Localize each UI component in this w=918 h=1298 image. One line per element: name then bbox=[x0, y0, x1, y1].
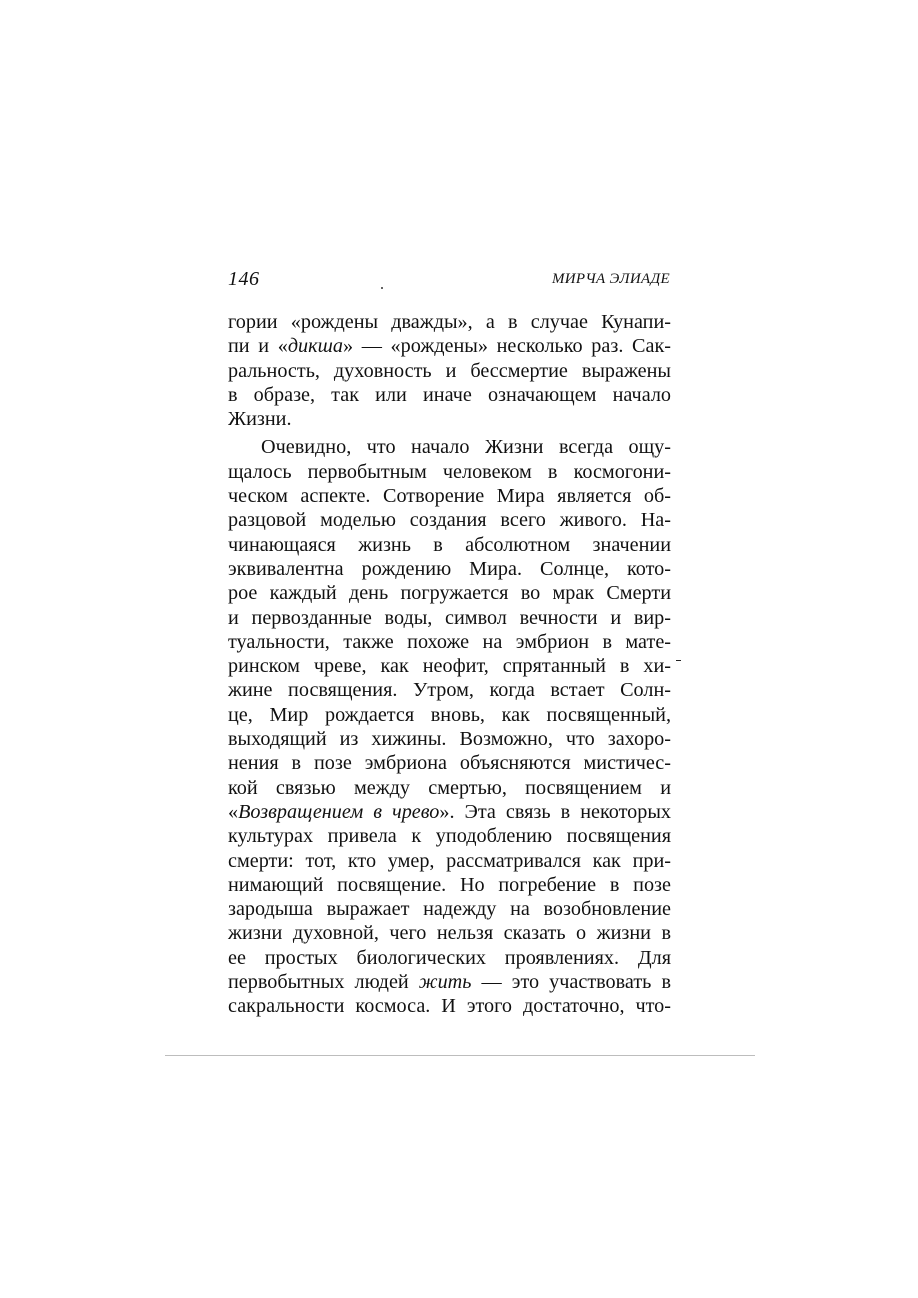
text-line: ринском чреве, как неофит, спрятанный в хи- bbox=[228, 655, 671, 678]
text-line: жизни духовной, чего нельзя сказать о жизни в bbox=[228, 922, 671, 945]
text-line: Очевидно, что начало Жизни всегда ощу- bbox=[261, 436, 671, 459]
paragraph-2 bbox=[228, 435, 671, 1018]
text-line: ральность, духовность и бессмертие выражены bbox=[228, 359, 671, 382]
text-line: рое каждый день погружается во мрак Смерти bbox=[228, 582, 671, 605]
page-number: 146 bbox=[228, 268, 260, 290]
text-line: выходящий из хижины. Возможно, что захоро- bbox=[228, 728, 671, 751]
text-line: культурах привела к уподоблению посвящения bbox=[228, 825, 671, 848]
text-line: эквивалентна рождению Мира. Солнце, кото- bbox=[228, 557, 671, 580]
emphasis: Возвращением в чрево bbox=[238, 800, 440, 823]
running-header bbox=[228, 268, 670, 296]
text-line: чинающаяся жизнь в абсолютном значении bbox=[228, 533, 671, 556]
text-line: кой связью между смертью, посвящением и bbox=[228, 776, 671, 799]
text-line: туальности, также похоже на эмбрион в мате- bbox=[228, 630, 671, 653]
scan-speck bbox=[381, 287, 383, 289]
text-line: в образе, так или иначе означающем начало bbox=[228, 383, 671, 406]
text-line: смерти: тот, кто умер, рассматривался как при- bbox=[228, 849, 671, 872]
text-line: нимающий посвящение. Но погребение в позе bbox=[228, 873, 671, 896]
stray-hyphen-mark bbox=[676, 660, 681, 661]
text-line: ее простых биологических проявлениях. Для bbox=[228, 946, 671, 969]
text-line: гории «рождены дважды», а в случае Кунапи- bbox=[228, 311, 671, 333]
emphasis: дикша bbox=[287, 335, 343, 358]
text-line: зародыша выражает надежду на возобновление bbox=[228, 898, 671, 921]
text-line: разцовой моделью создания всего живого. На- bbox=[228, 509, 671, 532]
text-line: сакральности космоса. И этого достаточно, что- bbox=[228, 995, 671, 1018]
emphasis: жить bbox=[418, 971, 472, 994]
body-text bbox=[228, 310, 671, 1019]
text-line: первобытных людей жить — это участвовать в bbox=[228, 971, 671, 994]
paragraph-1 bbox=[228, 310, 671, 431]
text-line: це, Мир рождается вновь, как посвященный, bbox=[228, 703, 671, 726]
text-line: «Возвращением в чрево». Эта связь в некоторых bbox=[228, 800, 671, 823]
text-line: пи и «дикша» — «рождены» несколько раз. Сак- bbox=[228, 335, 671, 358]
text-line: ческом аспекте. Сотворение Мира является об- bbox=[228, 485, 671, 508]
text-line: жине посвящения. Утром, когда встает Солн- bbox=[228, 679, 671, 702]
scan-edge-rule bbox=[165, 1055, 755, 1056]
text-line: нения в позе эмбриона объясняются мистичес- bbox=[228, 752, 671, 775]
text-line: щалось первобытным человеком в космогони- bbox=[228, 460, 671, 483]
text-line: и первозданные воды, символ вечности и вир- bbox=[228, 606, 671, 629]
text-line: Жизни. bbox=[228, 408, 292, 431]
running-title: МИРЧА ЭЛИАДЕ bbox=[551, 271, 670, 287]
